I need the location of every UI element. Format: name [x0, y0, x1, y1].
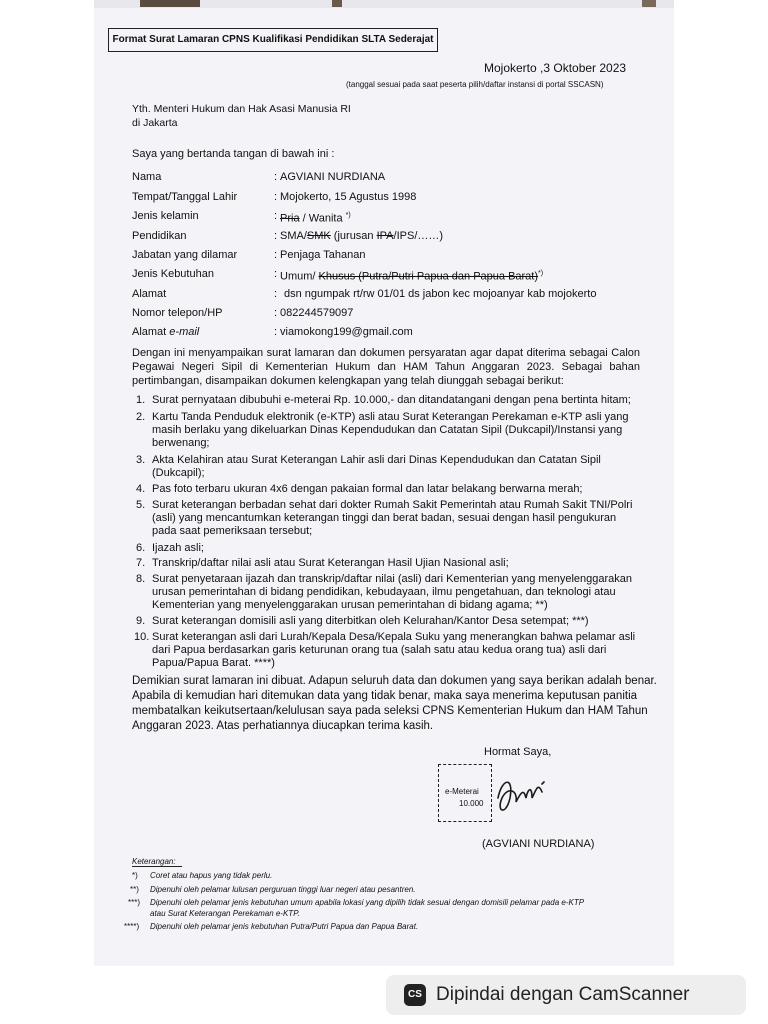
field-separator: : [274, 249, 278, 261]
regards-text: Hormat Saya, [484, 746, 552, 758]
struck-option: IPA [376, 230, 394, 242]
option-text: /IPS/……) [393, 230, 444, 242]
closing-line: membatalkan keikutsertaan/kelulusan saya pada seleksi CPNS Kementerian Hukum dan HAM Tahun [132, 705, 648, 717]
footnote-mark: *) [538, 270, 544, 277]
list-item-line: Surat keterangan domisili asli yang diterbitkan oleh Kelurahan/Kantor Desa setempat; ***) [152, 615, 589, 627]
field-value: dsn ngumpak rt/rw 01/01 ds jabon kec mojoanyar kab mojokerto [284, 288, 597, 300]
option-text: Umum/ [280, 270, 319, 283]
label-part: e-mail [169, 326, 200, 338]
list-item-line: Surat penyetaraan ijazah dan transkrip/daftar nilai (asli) dari Kementerian yang menyelenggarakan [152, 573, 632, 585]
note-mark: **) [130, 885, 139, 894]
field-label: Alamat [132, 288, 167, 300]
list-item-line: Kartu Tanda Penduduk elektronik (e-KTP) asli atau Surat Keterangan Perekaman e-KTP asli yang [152, 411, 629, 423]
list-item-line: (Dukcapil); [152, 467, 205, 479]
list-number: 8. [136, 573, 146, 585]
note-text: Dipenuhi oleh pelamar jenis kebutuhan Putra/Putri Papua dan Papua Barat. [150, 922, 419, 931]
list-item-line: Ijazah asli; [152, 542, 204, 554]
handwritten-signature [492, 768, 552, 818]
closing-line: Anggaran 2023. Atas perhatiannya diucapkan terima kasih. [132, 720, 434, 732]
field-separator: : [274, 268, 278, 280]
note-mark: *) [132, 871, 138, 880]
option-text: (jurusan [330, 230, 377, 242]
option-text: / Wanita [299, 212, 346, 225]
label-part: Alamat [132, 326, 170, 338]
list-item-line: pada saat pemeriksaan tersebut; [152, 525, 313, 537]
struck-option: Khusus (Putra/Putri Papua dan Papua Barat) [318, 270, 539, 283]
format-title-box: Format Surat Lamaran CPNS Kualifikasi Pendidikan SLTA Sederajat [108, 28, 438, 52]
struck-option: SMK [306, 230, 331, 242]
field-separator: : [274, 191, 278, 203]
field-label: Jenis Kebutuhan [132, 268, 214, 280]
field-value: Penjaga Tahanan [280, 249, 366, 261]
camscanner-logo: CS [404, 984, 426, 1006]
notes-title: Keterangan: [132, 857, 176, 866]
e-meterai-stamp [438, 764, 492, 822]
note-text: Coret atau hapus yang tidak perlu. [150, 871, 273, 880]
note-text: Dipenuhi oleh pelamar lulusan perguruan tinggi luar negeri atau pesantren. [150, 885, 416, 894]
camscanner-text: Dipindai dengan CamScanner [436, 984, 690, 1005]
note-text: Dipenuhi oleh pelamar jenis kebutuhan umum apabila lokasi yang dipilih tidak sesuai dengan domisili pelamar pada e-KTP [150, 898, 585, 907]
note-text: atau Surat Keterangan Perekaman e-KTP. [150, 909, 300, 918]
recipient-line-1: Yth. Menteri Hukum dan Hak Asasi Manusia RI [132, 103, 351, 115]
top-scan-artifact [140, 0, 200, 7]
list-item-line: berwenang; [152, 437, 210, 449]
field-value: Mojokerto, 15 Agustus 1998 [280, 191, 417, 203]
struck-option: Pria [280, 212, 300, 225]
list-item-line: Surat keterangan asli dari Lurah/Kepala Desa/Kepala Suku yang menerangkan bahwa pelamar asli [152, 631, 636, 643]
list-number: 3. [136, 454, 146, 466]
list-item-line: Akta Kelahiran atau Surat Keterangan Lahir asli dari Dinas Kependudukan dan Catatan Sipil [152, 454, 601, 466]
list-number: 4. [136, 483, 146, 495]
list-item-line: Surat keterangan berbadan sehat dari dokter Rumah Sakit Pemerintah atau Rumah Sakit TNI/Polri [152, 499, 633, 511]
date-note: (tanggal sesuai pada saat peserta pilih/daftar instansi di portal SSCASN) [346, 80, 604, 89]
field-value: AGVIANI NURDIANA [280, 171, 386, 183]
recipient-line-2: di Jakarta [132, 117, 178, 129]
field-label: Tempat/Tanggal Lahir [132, 191, 238, 203]
list-item-line: (asli) yang mencantumkan keterangan tinggi dan berat badan, sesuai dengan hasil pengukuran [152, 512, 617, 524]
top-scan-artifact [332, 0, 342, 7]
field-value [280, 229, 443, 243]
footnote-mark: *) [345, 212, 351, 219]
field-separator: : [274, 326, 278, 338]
notes-underline [132, 866, 182, 867]
field-value: viamokong199@gmail.com [280, 326, 413, 338]
field-separator: : [274, 230, 278, 242]
field-label: Jenis kelamin [132, 210, 199, 222]
field-label: Jabatan yang dilamar [132, 249, 238, 261]
stamp-label: e-Meterai [445, 787, 479, 796]
closing-line: Demikian surat lamaran ini dibuat. Adapun seluruh data dan dokumen yang saya berikan adalah benar. [132, 675, 657, 687]
intro-text: Saya yang bertanda tangan di bawah ini : [132, 148, 335, 160]
note-mark: ****) [124, 922, 140, 931]
paragraph-intro: Dengan ini menyampaikan surat lamaran dan dokumen persyaratan agar dapat diterima sebagai Calon Pegawai Negeri Sipil di Kementerian Hukum dan HAM Tahun Anggaran 2023. Sebagai bahan pertimbangan, disampaikan dokumen kelengkapan yang telah diunggah sebagai berikut: [132, 347, 640, 387]
place-date: Mojokerto ,3 Oktober 2023 [484, 61, 627, 75]
signer-name: (AGVIANI NURDIANA) [482, 838, 595, 850]
list-item-line: Papua/Papua Barat. ****) [152, 657, 275, 669]
list-number: 7. [136, 557, 146, 569]
list-item-line: Transkrip/daftar nilai asli atau Surat Keterangan Hasil Ujian Nasional asli; [152, 557, 509, 569]
option-text: SMA/ [280, 230, 307, 242]
list-item-line: masih berlaku yang dikeluarkan Dinas Kependudukan dan Catatan Sipil (Dukcapil)/Instansi yang [152, 424, 623, 436]
scanned-letter-page [94, 0, 674, 966]
field-label: Nama [132, 171, 162, 183]
list-number: 5. [136, 499, 146, 511]
field-separator: : [274, 210, 278, 222]
field-separator: : [274, 307, 278, 319]
list-number: 6. [136, 542, 146, 554]
field-label [132, 325, 199, 339]
camscanner-watermark [386, 975, 746, 1015]
list-number: 1. [136, 394, 146, 406]
list-item-line: Kementerian yang menyelenggarakan urusan pemerintahan di bidang agama; **) [152, 599, 548, 611]
stamp-value: 10.000 [459, 799, 484, 808]
field-label: Nomor telepon/HP [132, 307, 223, 319]
field-value [280, 267, 543, 284]
closing-line: Apabila di kemudian hari ditemukan data yang tidak benar, maka saya menerima keputusan panitia [132, 690, 638, 702]
list-number: 9. [136, 615, 146, 627]
field-separator: : [274, 288, 278, 300]
field-value [280, 209, 351, 226]
list-item-line: dari Papua berdasarkan garis keturunan orang tua (salah satu atau kedua orang tua) asli dari [152, 644, 607, 656]
field-separator: : [274, 171, 278, 183]
list-item-line: Surat pernyataan dibubuhi e-meterai Rp. 10.000,- dan ditandatangani dengan pena bertinta hitam; [152, 394, 631, 406]
field-label: Pendidikan [132, 230, 187, 242]
list-number: 10. [134, 631, 150, 643]
note-mark: ***) [128, 898, 141, 907]
list-item-line: Pas foto terbaru ukuran 4x6 dengan pakaian formal dan latar belakang berwarna merah; [152, 483, 583, 495]
field-value: 082244579097 [280, 307, 354, 319]
list-number: 2. [136, 411, 146, 423]
top-scan-artifact [642, 0, 656, 7]
list-item-line: urusan pemerintahan di bidang pendidikan, kebudayaan, ilmu pengetahuan, dan teknologi atau [152, 586, 616, 598]
